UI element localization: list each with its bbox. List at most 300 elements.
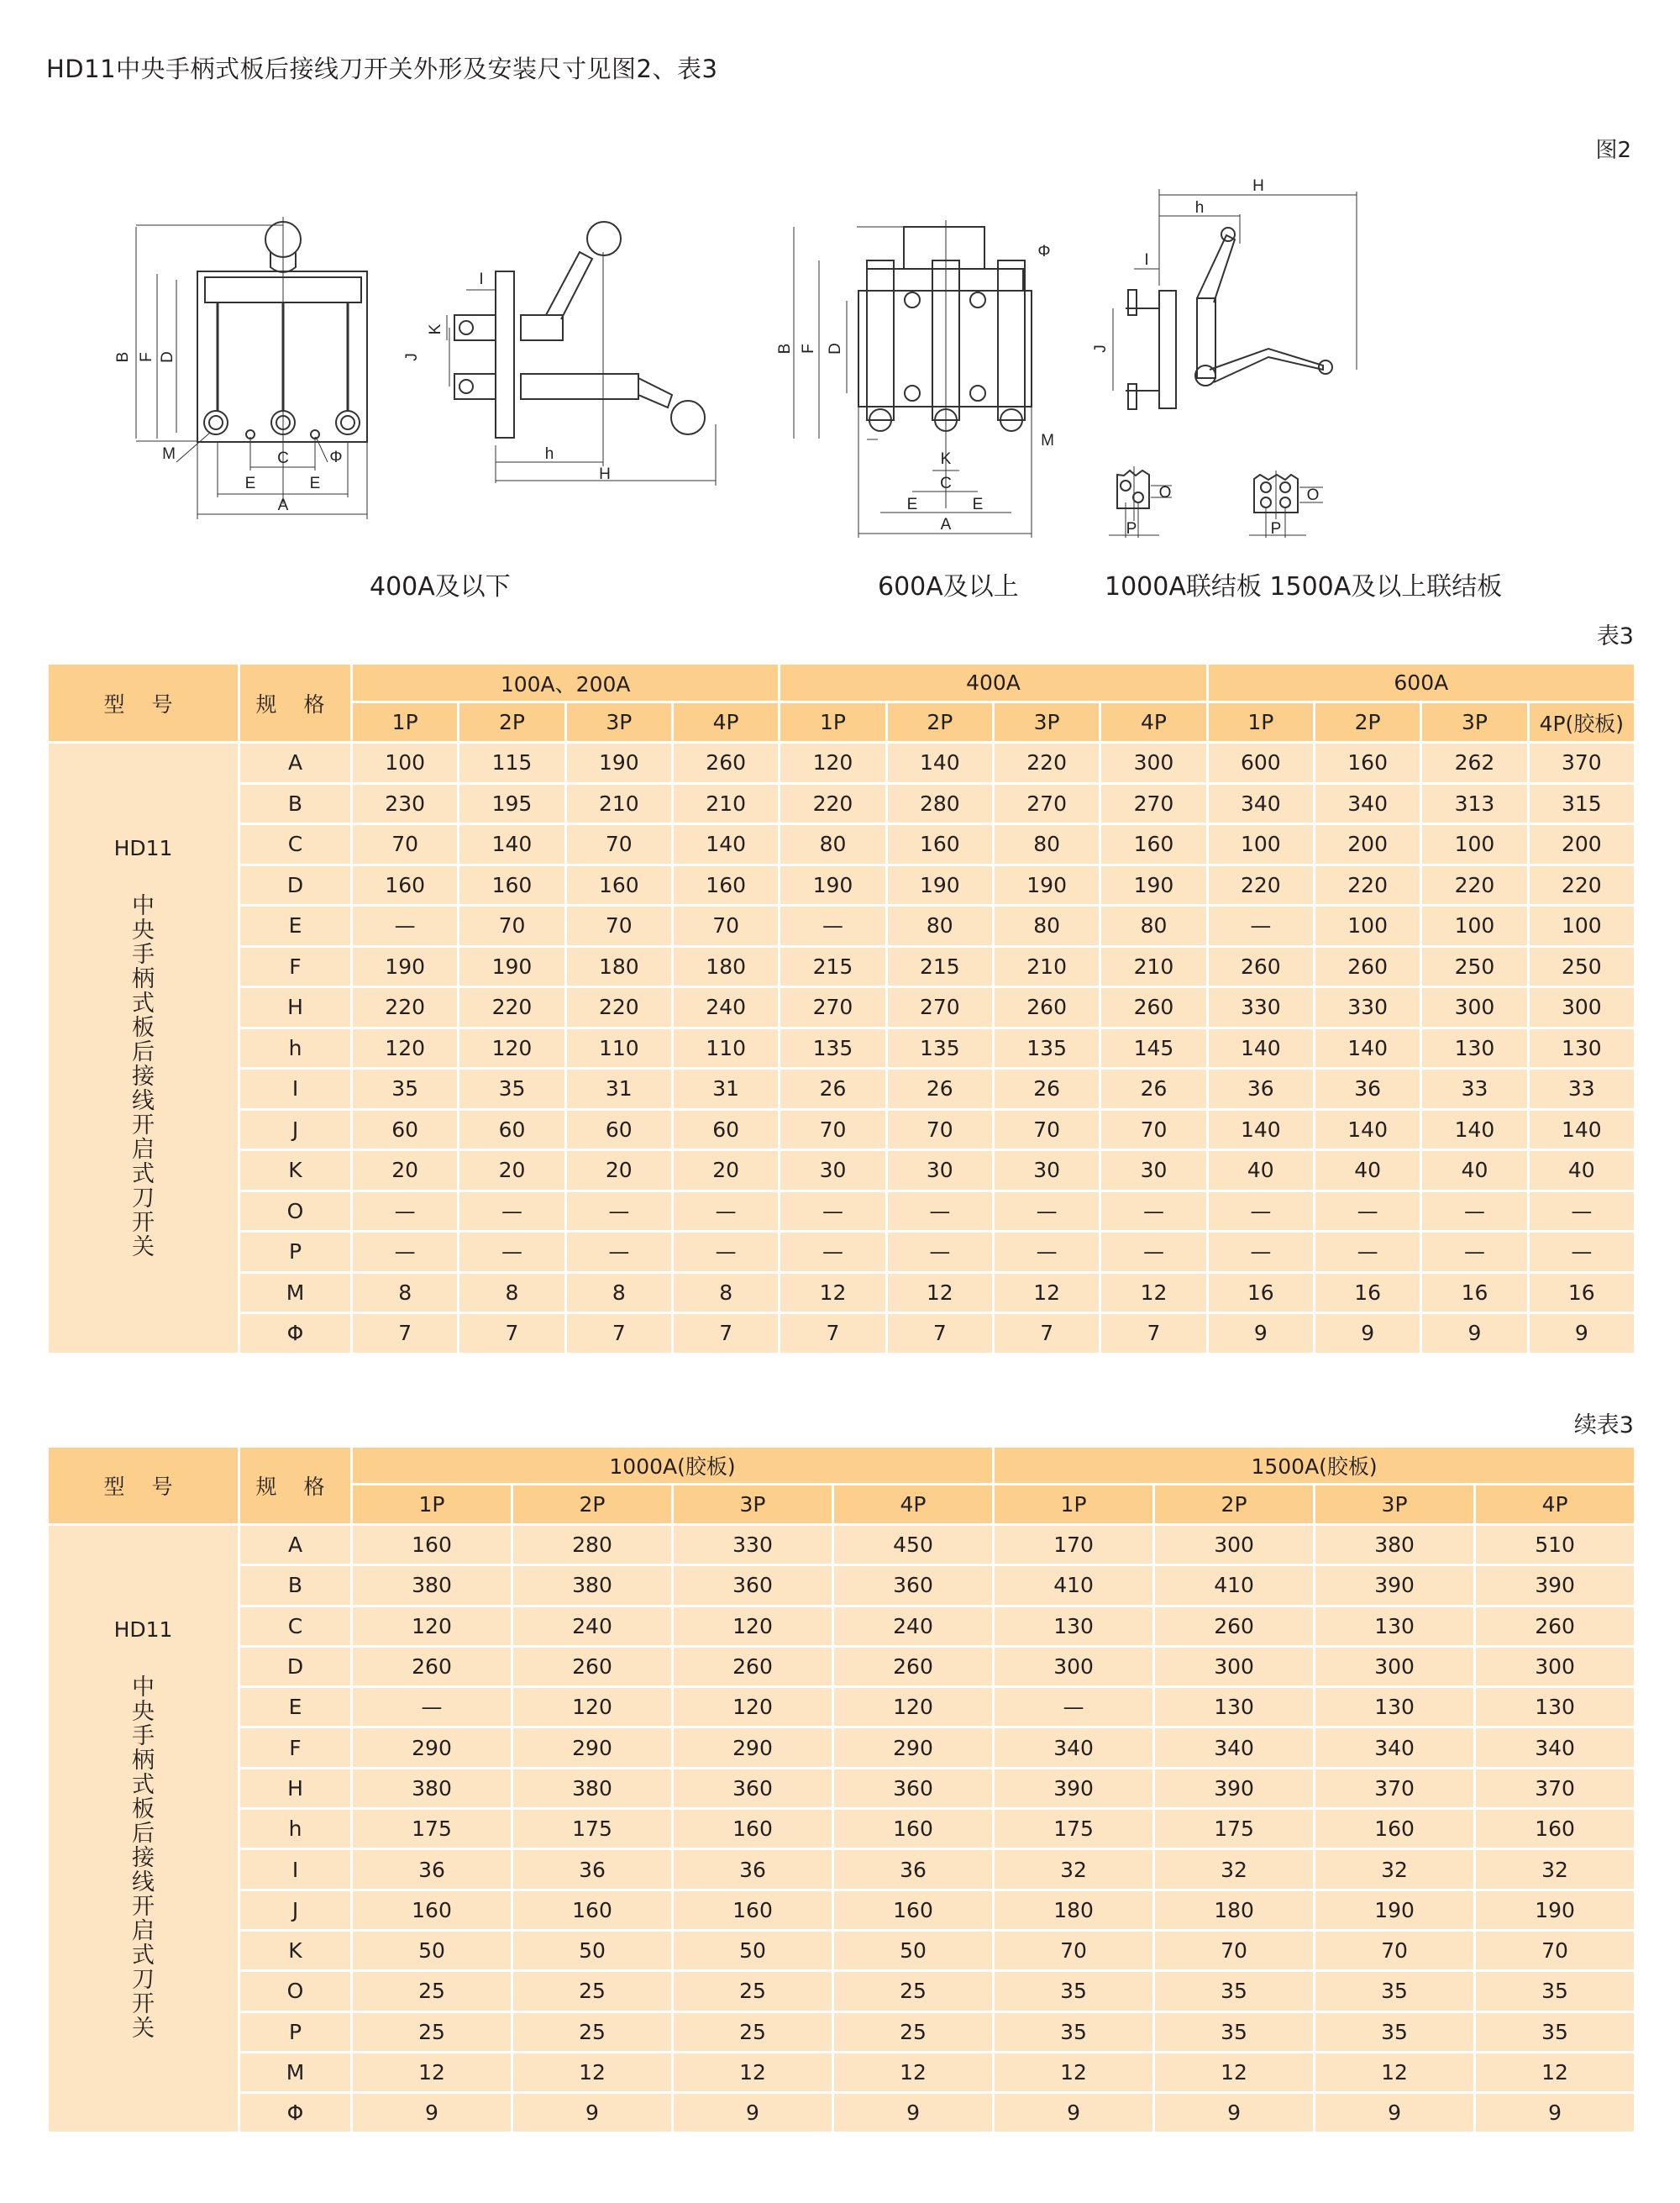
header-pole: 4P xyxy=(1100,702,1207,743)
value-cell: 140 xyxy=(1421,1109,1528,1150)
dim-label-E-left: E xyxy=(244,475,256,492)
value-cell: 140 xyxy=(1314,1028,1420,1069)
spec-cell: B xyxy=(239,1565,352,1606)
value-cell: 240 xyxy=(512,1606,673,1646)
value-cell: 140 xyxy=(1314,1109,1420,1150)
header-group-600a: 600A xyxy=(1207,664,1635,702)
spec-cell: A xyxy=(239,743,352,784)
value-cell: 32 xyxy=(1475,1849,1635,1890)
header-pole: 2P xyxy=(1314,702,1420,743)
value-cell: 35 xyxy=(1154,1971,1315,2011)
dim-label-J: J xyxy=(1092,344,1110,353)
value-cell: — xyxy=(780,906,886,947)
dimension-table-2 xyxy=(46,1445,1636,2134)
spec-cell: A xyxy=(239,1525,352,1565)
value-cell: 26 xyxy=(886,1069,993,1110)
value-cell: 190 xyxy=(1100,865,1207,906)
value-cell: 9 xyxy=(1475,2093,1635,2133)
value-cell: 270 xyxy=(780,987,886,1028)
value-cell: 25 xyxy=(833,2011,994,2052)
spec-cell: K xyxy=(239,1150,352,1191)
value-cell: 25 xyxy=(512,2011,673,2052)
value-cell: 50 xyxy=(512,1930,673,1970)
dim-label-O: O xyxy=(1306,486,1320,504)
dim-label-I: I xyxy=(1144,251,1149,269)
value-cell: 36 xyxy=(1207,1069,1314,1110)
value-cell: 180 xyxy=(565,946,672,987)
value-cell: 280 xyxy=(512,1525,673,1565)
value-cell: 70 xyxy=(993,1109,1100,1150)
value-cell: — xyxy=(1207,906,1314,947)
dim-label-H: H xyxy=(599,465,611,483)
value-cell: 120 xyxy=(459,1028,565,1069)
table-row xyxy=(48,906,1635,947)
value-cell: 70 xyxy=(459,906,565,947)
value-cell: 300 xyxy=(1315,1646,1475,1686)
value-cell: 70 xyxy=(886,1109,993,1150)
header-group-100a-200a: 100A、200A xyxy=(352,664,780,702)
caption-600a: 600A及以上 xyxy=(878,572,1019,602)
value-cell: 36 xyxy=(352,1849,512,1890)
value-cell: 260 xyxy=(1475,1606,1635,1646)
value-cell: 140 xyxy=(1207,1109,1314,1150)
header-pole: 1P xyxy=(352,1485,512,1525)
value-cell: 12 xyxy=(1315,2052,1475,2092)
value-cell: 290 xyxy=(673,1727,833,1768)
value-cell: 32 xyxy=(1315,1849,1475,1890)
value-cell: 160 xyxy=(352,1525,512,1565)
drawing-1500a-link-plate xyxy=(1249,471,1323,538)
header-pole: 1P xyxy=(780,702,886,743)
value-cell: 9 xyxy=(994,2093,1154,2133)
header-pole: 3P xyxy=(993,702,1100,743)
spec-cell: O xyxy=(239,1971,352,2011)
value-cell: 35 xyxy=(1154,2011,1315,2052)
value-cell: 9 xyxy=(1314,1313,1420,1354)
value-cell: 160 xyxy=(833,1809,994,1849)
value-cell: 175 xyxy=(512,1809,673,1849)
dim-label-J: J xyxy=(403,353,421,361)
value-cell: — xyxy=(1314,1191,1420,1232)
value-cell: 31 xyxy=(672,1069,779,1110)
model-cell xyxy=(48,1525,239,2133)
header-pole: 4P xyxy=(672,702,779,743)
value-cell: 120 xyxy=(352,1606,512,1646)
value-cell: 35 xyxy=(459,1069,565,1110)
value-cell: — xyxy=(886,1191,993,1232)
dim-label-D: D xyxy=(827,343,844,355)
value-cell: 40 xyxy=(1207,1150,1314,1191)
value-cell: 370 xyxy=(1315,1768,1475,1808)
value-cell: 140 xyxy=(459,824,565,865)
value-cell: 7 xyxy=(1100,1313,1207,1354)
value-cell: 135 xyxy=(780,1028,886,1069)
value-cell: — xyxy=(1314,1232,1420,1273)
value-cell: 12 xyxy=(512,2052,673,2092)
spec-cell: C xyxy=(239,824,352,865)
value-cell: 100 xyxy=(1207,824,1314,865)
value-cell: 130 xyxy=(1528,1028,1635,1069)
value-cell: 215 xyxy=(780,946,886,987)
value-cell: — xyxy=(352,1232,459,1273)
value-cell: 250 xyxy=(1421,946,1528,987)
header-pole: 1P xyxy=(1207,702,1314,743)
value-cell: 40 xyxy=(1314,1150,1420,1191)
value-cell: 260 xyxy=(673,1646,833,1686)
header-group-400a: 400A xyxy=(780,664,1207,702)
value-cell: 280 xyxy=(886,783,993,824)
dim-label-h: h xyxy=(544,445,554,463)
value-cell: 160 xyxy=(512,1890,673,1930)
value-cell: 32 xyxy=(994,1849,1154,1890)
value-cell: 120 xyxy=(833,1687,994,1727)
value-cell: 110 xyxy=(672,1028,779,1069)
value-cell: 260 xyxy=(1207,946,1314,987)
value-cell: 9 xyxy=(1207,1313,1314,1354)
value-cell: 33 xyxy=(1528,1069,1635,1110)
value-cell: 160 xyxy=(886,824,993,865)
value-cell: 7 xyxy=(459,1313,565,1354)
header-pole: 2P xyxy=(1154,1485,1315,1525)
value-cell: 220 xyxy=(1421,865,1528,906)
value-cell: 220 xyxy=(993,743,1100,784)
spec-cell: I xyxy=(239,1069,352,1110)
table-row xyxy=(48,1525,1635,1565)
value-cell: — xyxy=(1100,1232,1207,1273)
value-cell: 175 xyxy=(1154,1809,1315,1849)
value-cell: 170 xyxy=(994,1525,1154,1565)
value-cell: 80 xyxy=(1100,906,1207,947)
value-cell: 35 xyxy=(1475,2011,1635,2052)
value-cell: 7 xyxy=(780,1313,886,1354)
value-cell: 20 xyxy=(565,1150,672,1191)
value-cell: 60 xyxy=(672,1109,779,1150)
value-cell: 410 xyxy=(1154,1565,1315,1606)
value-cell: 160 xyxy=(459,865,565,906)
value-cell: 160 xyxy=(565,865,672,906)
value-cell: 80 xyxy=(886,906,993,947)
value-cell: 175 xyxy=(352,1809,512,1849)
table-row xyxy=(48,743,1635,784)
value-cell: 60 xyxy=(352,1109,459,1150)
value-cell: 26 xyxy=(1100,1069,1207,1110)
value-cell: 313 xyxy=(1421,783,1528,824)
header-pole: 2P xyxy=(512,1485,673,1525)
table-row xyxy=(48,1272,1635,1313)
header-model: 型 号 xyxy=(48,1447,239,1525)
value-cell: 190 xyxy=(780,865,886,906)
value-cell: 390 xyxy=(1475,1565,1635,1606)
value-cell: 190 xyxy=(352,946,459,987)
spec-cell: M xyxy=(239,1272,352,1313)
value-cell: 50 xyxy=(833,1930,994,1970)
dim-label-B: B xyxy=(776,343,794,355)
value-cell: 25 xyxy=(512,1971,673,2011)
value-cell: — xyxy=(886,1232,993,1273)
value-cell: 140 xyxy=(886,743,993,784)
dim-label-K: K xyxy=(427,323,444,335)
value-cell: — xyxy=(672,1232,779,1273)
value-cell: 190 xyxy=(1475,1890,1635,1930)
dim-label-D: D xyxy=(159,351,176,363)
spec-cell: H xyxy=(239,987,352,1028)
value-cell: 30 xyxy=(1100,1150,1207,1191)
value-cell: 220 xyxy=(780,783,886,824)
value-cell: 120 xyxy=(352,1028,459,1069)
value-cell: 390 xyxy=(994,1768,1154,1808)
dimension-table-1 xyxy=(46,662,1636,1355)
dim-label-F: F xyxy=(800,344,817,354)
value-cell: 100 xyxy=(352,743,459,784)
value-cell: 70 xyxy=(565,906,672,947)
value-cell: 70 xyxy=(780,1109,886,1150)
value-cell: 130 xyxy=(1315,1687,1475,1727)
table-row xyxy=(48,1971,1635,2011)
spec-cell: h xyxy=(239,1028,352,1069)
value-cell: 26 xyxy=(780,1069,886,1110)
spec-cell: O xyxy=(239,1191,352,1232)
header-pole: 4P xyxy=(833,1485,994,1525)
value-cell: 370 xyxy=(1475,1768,1635,1808)
value-cell: 130 xyxy=(994,1606,1154,1646)
table-row xyxy=(48,1809,1635,1849)
value-cell: 410 xyxy=(994,1565,1154,1606)
spec-cell: P xyxy=(239,2011,352,2052)
caption-1000a-1500a: 1000A联结板 1500A及以上联结板 xyxy=(1105,572,1503,602)
value-cell: 270 xyxy=(993,783,1100,824)
value-cell: 260 xyxy=(672,743,779,784)
value-cell: — xyxy=(1207,1191,1314,1232)
spec-cell: C xyxy=(239,1606,352,1646)
model-name: 中央手柄式板后接线开启式刀开关 xyxy=(132,1674,155,2042)
table-row xyxy=(48,2052,1635,2092)
page-title: HD11中央手柄式板后接线刀开关外形及安装尺寸见图2、表3 xyxy=(46,55,718,83)
value-cell: 340 xyxy=(1315,1727,1475,1768)
header-pole: 4P xyxy=(1475,1485,1635,1525)
value-cell: 25 xyxy=(352,2011,512,2052)
value-cell: 290 xyxy=(352,1727,512,1768)
value-cell: 300 xyxy=(1421,987,1528,1028)
value-cell: 380 xyxy=(352,1565,512,1606)
table-row xyxy=(48,1849,1635,1890)
value-cell: — xyxy=(1421,1191,1528,1232)
value-cell: 380 xyxy=(512,1565,673,1606)
value-cell: 32 xyxy=(1154,1849,1315,1890)
dim-label-E-right: E xyxy=(309,475,321,492)
value-cell: 12 xyxy=(993,1272,1100,1313)
value-cell: 70 xyxy=(1154,1930,1315,1970)
spec-cell: D xyxy=(239,865,352,906)
value-cell: 9 xyxy=(1154,2093,1315,2133)
value-cell: 210 xyxy=(993,946,1100,987)
value-cell: 260 xyxy=(512,1646,673,1686)
value-cell: 260 xyxy=(1154,1606,1315,1646)
value-cell: 200 xyxy=(1528,824,1635,865)
dim-label-C: C xyxy=(277,450,289,467)
value-cell: 190 xyxy=(565,743,672,784)
value-cell: 31 xyxy=(565,1069,672,1110)
value-cell: — xyxy=(780,1191,886,1232)
value-cell: 262 xyxy=(1421,743,1528,784)
value-cell: 290 xyxy=(833,1727,994,1768)
value-cell: — xyxy=(565,1232,672,1273)
value-cell: 36 xyxy=(673,1849,833,1890)
value-cell: 160 xyxy=(1475,1809,1635,1849)
value-cell: — xyxy=(459,1232,565,1273)
value-cell: 600 xyxy=(1207,743,1314,784)
value-cell: 370 xyxy=(1528,743,1635,784)
value-cell: 175 xyxy=(994,1809,1154,1849)
value-cell: — xyxy=(994,1687,1154,1727)
header-pole: 3P xyxy=(1421,702,1528,743)
value-cell: — xyxy=(1421,1232,1528,1273)
value-cell: 35 xyxy=(1475,1971,1635,2011)
value-cell: 510 xyxy=(1475,1525,1635,1565)
value-cell: 145 xyxy=(1100,1028,1207,1069)
value-cell: 25 xyxy=(833,1971,994,2011)
value-cell: 220 xyxy=(1528,865,1635,906)
value-cell: 9 xyxy=(1421,1313,1528,1354)
value-cell: 8 xyxy=(565,1272,672,1313)
table-row xyxy=(48,2011,1635,2052)
table-row xyxy=(48,2093,1635,2133)
value-cell: 16 xyxy=(1314,1272,1420,1313)
value-cell: 80 xyxy=(993,824,1100,865)
value-cell: 330 xyxy=(673,1525,833,1565)
value-cell: 380 xyxy=(512,1768,673,1808)
value-cell: 300 xyxy=(1100,743,1207,784)
dim-label-P: P xyxy=(1270,520,1282,538)
value-cell: 140 xyxy=(1207,1028,1314,1069)
table-row xyxy=(48,1890,1635,1930)
value-cell: 260 xyxy=(352,1646,512,1686)
value-cell: 195 xyxy=(459,783,565,824)
dim-label-C: C xyxy=(940,475,952,492)
header-group-1500a: 1500A(胶板) xyxy=(994,1447,1635,1485)
header-pole: 2P xyxy=(459,702,565,743)
value-cell: 120 xyxy=(780,743,886,784)
value-cell: 260 xyxy=(1314,946,1420,987)
value-cell: 35 xyxy=(1315,2011,1475,2052)
value-cell: 160 xyxy=(673,1809,833,1849)
value-cell: 180 xyxy=(1154,1890,1315,1930)
table-row xyxy=(48,865,1635,906)
value-cell: 35 xyxy=(352,1069,459,1110)
drawing-400a-side xyxy=(447,222,716,486)
value-cell: 250 xyxy=(1528,946,1635,987)
spec-cell: D xyxy=(239,1646,352,1686)
header-pole: 4P(胶板) xyxy=(1528,702,1635,743)
value-cell: 80 xyxy=(993,906,1100,947)
value-cell: 380 xyxy=(1315,1525,1475,1565)
value-cell: 220 xyxy=(352,987,459,1028)
value-cell: 160 xyxy=(1100,824,1207,865)
table-row xyxy=(48,783,1635,824)
value-cell: 360 xyxy=(833,1565,994,1606)
value-cell: 35 xyxy=(1315,1971,1475,2011)
value-cell: 160 xyxy=(352,865,459,906)
table-row xyxy=(48,1232,1635,1273)
model-cell xyxy=(48,743,239,1354)
value-cell: 180 xyxy=(994,1890,1154,1930)
header-pole: 3P xyxy=(1315,1485,1475,1525)
value-cell: 30 xyxy=(780,1150,886,1191)
value-cell: 100 xyxy=(1528,906,1635,947)
value-cell: 160 xyxy=(1315,1809,1475,1849)
value-cell: 180 xyxy=(672,946,779,987)
value-cell: 190 xyxy=(886,865,993,906)
value-cell: 16 xyxy=(1421,1272,1528,1313)
value-cell: 340 xyxy=(994,1727,1154,1768)
value-cell: 70 xyxy=(672,906,779,947)
dim-label-M: M xyxy=(1041,432,1054,450)
value-cell: 36 xyxy=(833,1849,994,1890)
value-cell: 315 xyxy=(1528,783,1635,824)
value-cell: 30 xyxy=(993,1150,1100,1191)
value-cell: 220 xyxy=(459,987,565,1028)
value-cell: 260 xyxy=(833,1646,994,1686)
header-pole: 3P xyxy=(565,702,672,743)
dimension-drawings xyxy=(0,168,1680,555)
value-cell: — xyxy=(993,1191,1100,1232)
value-cell: 60 xyxy=(565,1109,672,1150)
spec-cell: K xyxy=(239,1930,352,1970)
value-cell: — xyxy=(352,1687,512,1727)
spec-cell: Φ xyxy=(239,1313,352,1354)
table-row xyxy=(48,987,1635,1028)
value-cell: 70 xyxy=(994,1930,1154,1970)
value-cell: 100 xyxy=(1421,906,1528,947)
spec-cell: B xyxy=(239,783,352,824)
value-cell: 100 xyxy=(1314,906,1420,947)
spec-cell: F xyxy=(239,946,352,987)
value-cell: 12 xyxy=(1154,2052,1315,2092)
dim-label-A: A xyxy=(940,516,952,534)
value-cell: 190 xyxy=(459,946,565,987)
value-cell: 70 xyxy=(352,824,459,865)
dim-label-P: P xyxy=(1126,520,1137,538)
value-cell: 7 xyxy=(672,1313,779,1354)
value-cell: 7 xyxy=(352,1313,459,1354)
value-cell: 12 xyxy=(886,1272,993,1313)
value-cell: 290 xyxy=(512,1727,673,1768)
table-row xyxy=(48,1565,1635,1606)
dim-label-I: I xyxy=(479,271,484,288)
figure-label: 图2 xyxy=(1595,138,1631,163)
dim-label-F: F xyxy=(138,352,155,362)
value-cell: 9 xyxy=(1528,1313,1635,1354)
value-cell: — xyxy=(672,1191,779,1232)
value-cell: 190 xyxy=(1315,1890,1475,1930)
value-cell: 115 xyxy=(459,743,565,784)
value-cell: 120 xyxy=(512,1687,673,1727)
value-cell: 300 xyxy=(1154,1646,1315,1686)
value-cell: 160 xyxy=(833,1890,994,1930)
header-pole: 1P xyxy=(994,1485,1154,1525)
header-spec: 规 格 xyxy=(239,664,352,743)
value-cell: — xyxy=(1100,1191,1207,1232)
value-cell: 20 xyxy=(672,1150,779,1191)
header-spec: 规 格 xyxy=(239,1447,352,1525)
value-cell: 380 xyxy=(352,1768,512,1808)
header-pole: 2P xyxy=(886,702,993,743)
header-model: 型 号 xyxy=(48,664,239,743)
value-cell: — xyxy=(459,1191,565,1232)
value-cell: 130 xyxy=(1154,1687,1315,1727)
value-cell: 7 xyxy=(886,1313,993,1354)
value-cell: 9 xyxy=(833,2093,994,2133)
value-cell: — xyxy=(352,1191,459,1232)
